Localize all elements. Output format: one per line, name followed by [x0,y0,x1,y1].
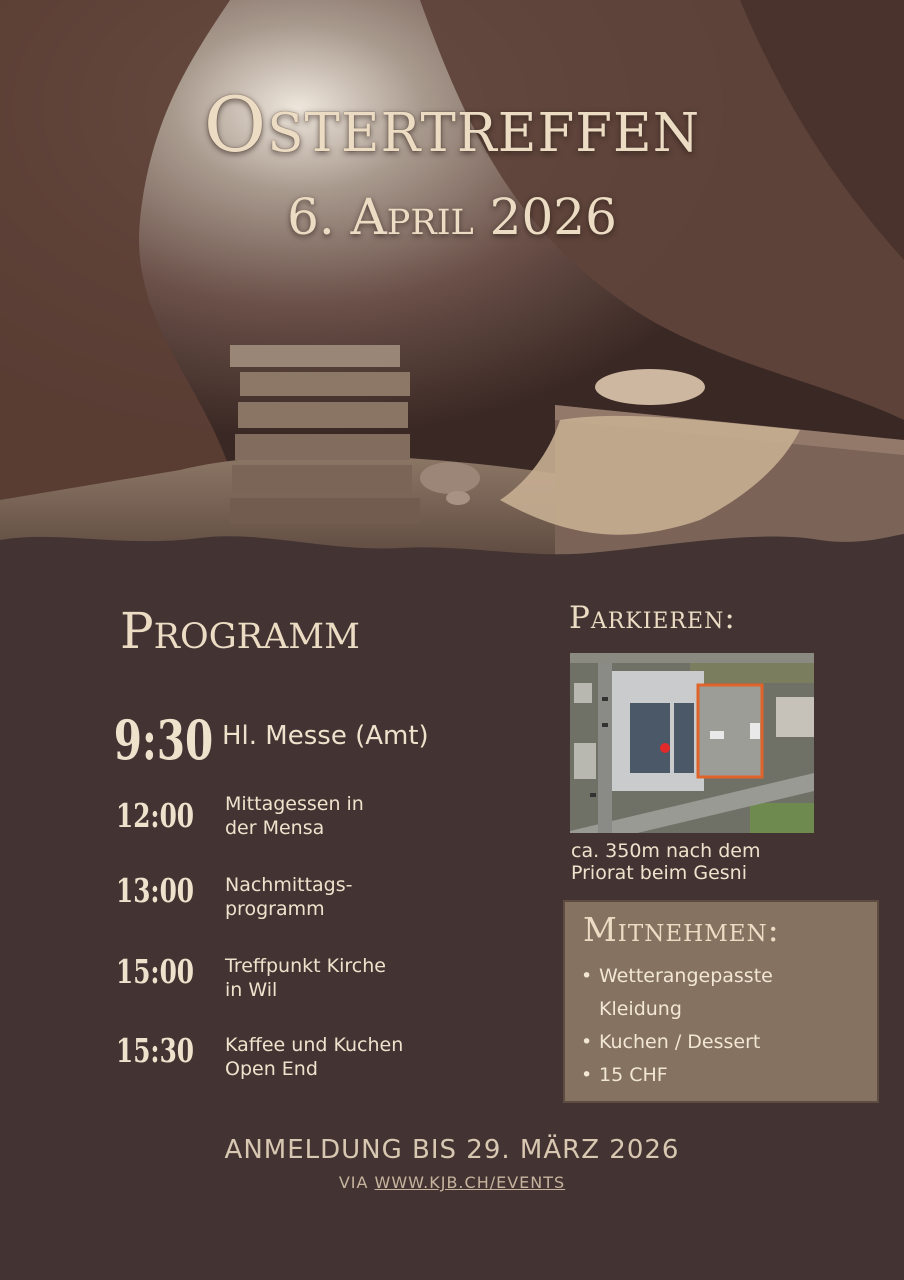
program-event: Mittagessen in der Mensa [225,793,364,839]
bring-item [581,1059,789,1092]
event-title: Ostertreffen [203,80,701,169]
parking-heading: Parkieren: [569,600,736,636]
bring-box [563,900,879,1103]
program-item [100,1033,520,1093]
program-event: Hl. Messe (Amt) [222,721,429,751]
program-time: 12:00 [115,796,195,835]
program-item [100,873,520,933]
program-time: 15:00 [115,952,195,991]
parking-map [570,653,814,833]
via-label: VIA [338,1173,369,1192]
program-event: Kaffee und Kuchen Open End [225,1034,404,1080]
registration-deadline: ANMELDUNG BIS 29. MÄRZ 2026 [224,1135,680,1165]
bring-item-text: Kuchen / Dessert [599,1031,761,1053]
bring-list [581,960,789,1092]
bring-item [581,1026,789,1059]
bring-item-text: Wetterangepasste Kleidung [599,965,773,1020]
program-event: Treffpunkt Kirche in Wil [225,955,386,1001]
program-time: 13:00 [115,871,195,910]
program-item [100,792,520,852]
parking-note: ca. 350m nach dem Priorat beim Gesni [571,840,761,884]
aerial-map-image [570,653,814,833]
registration-via [0,1173,904,1192]
program-item [100,954,520,1014]
bring-item-text: 15 CHF [599,1064,668,1086]
registration-link[interactable]: WWW.KJB.CH/EVENTS [374,1173,566,1192]
program-event: Nachmittags- programm [225,874,353,920]
program-time: 15:30 [115,1031,195,1070]
program-item [100,708,520,772]
program-heading: Programm [120,602,360,660]
program-time: 9:30 [113,708,214,772]
event-date: 6. April 2026 [287,188,617,246]
bring-item [581,960,789,1026]
bring-heading: Mitnehmen: [583,910,780,949]
